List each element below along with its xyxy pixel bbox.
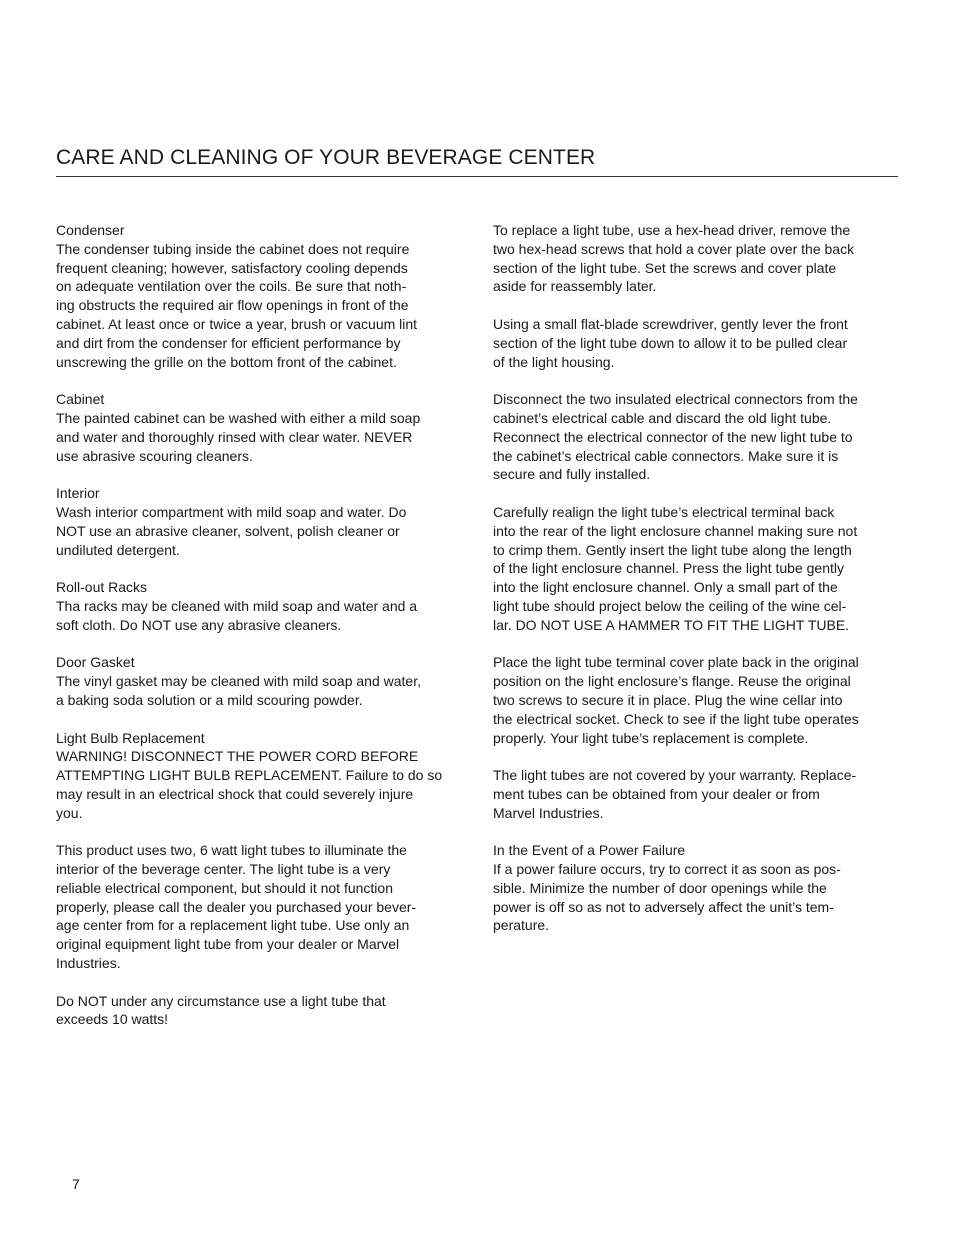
text-line: and dirt from the condenser for efficient performance by bbox=[56, 334, 401, 351]
text-line: ing obstructs the required air flow openings in front of the bbox=[56, 297, 409, 314]
text-line: The vinyl gasket may be cleaned with mild soap and water, bbox=[56, 673, 421, 690]
text-line: lar. DO NOT USE A HAMMER TO FIT THE LIGHT TUBE. bbox=[493, 616, 850, 633]
section-heading: Cabinet bbox=[56, 391, 105, 408]
text-line: Carefully realign the light tube’s electrical terminal back bbox=[493, 503, 835, 520]
text-line: properly, please call the dealer you purchased your bever- bbox=[56, 898, 417, 915]
text-line: light tube should project below the ceiling of the wine cel- bbox=[493, 597, 847, 614]
paragraph bbox=[56, 578, 466, 634]
text-line: section of the light tube. Set the screws and cover plate bbox=[493, 259, 837, 276]
text-line: ATTEMPTING LIGHT BULB REPLACEMENT. Failure to do so bbox=[56, 767, 443, 784]
text-line: frequent cleaning; however, satisfactory cooling depends bbox=[56, 259, 408, 276]
text-line: NOT use an abrasive cleaner, solvent, polish cleaner or bbox=[56, 522, 400, 539]
paragraph bbox=[493, 766, 905, 822]
text-line: properly. Your light tube’s replacement is complete. bbox=[493, 729, 809, 746]
text-line: The painted cabinet can be washed with either a mild soap bbox=[56, 409, 421, 426]
text-line: position on the light enclosure’s flange. Reuse the original bbox=[493, 673, 851, 690]
text-line: cabinet. At least once or twice a year, brush or vacuum lint bbox=[56, 315, 418, 332]
page-number: 7 bbox=[72, 1176, 80, 1192]
text-line: If a power failure occurs, try to correct it as soon as pos- bbox=[493, 861, 841, 878]
text-line: interior of the beverage center. The light tube is a very bbox=[56, 861, 391, 878]
right-column bbox=[493, 221, 905, 954]
text-line: Industries. bbox=[56, 955, 121, 972]
text-line: sible. Minimize the number of door openings while the bbox=[493, 879, 827, 896]
left-column bbox=[56, 221, 466, 1048]
text-line: aside for reassembly later. bbox=[493, 278, 657, 295]
text-line: Marvel Industries. bbox=[493, 804, 604, 821]
paragraph bbox=[56, 729, 466, 823]
text-line: Reconnect the electrical connector of the new light tube to bbox=[493, 428, 853, 445]
text-line: into the rear of the light enclosure channel making sure not bbox=[493, 522, 858, 539]
paragraph bbox=[493, 841, 905, 935]
text-line: of the light enclosure channel. Press the light tube gently bbox=[493, 560, 844, 577]
paragraph bbox=[56, 841, 466, 973]
text-line: and water and thoroughly rinsed with clear water. NEVER bbox=[56, 428, 413, 445]
section-heading: Door Gasket bbox=[56, 654, 135, 671]
text-line: soft cloth. Do NOT use any abrasive cleaners. bbox=[56, 616, 342, 633]
text-line: to crimp them. Gently insert the light tube along the length bbox=[493, 541, 852, 558]
text-line: you. bbox=[56, 804, 83, 821]
text-line: Using a small flat-blade screwdriver, gently lever the front bbox=[493, 315, 848, 332]
section-heading: Condenser bbox=[56, 222, 125, 238]
text-line: two hex-head screws that hold a cover plate over the back bbox=[493, 240, 855, 257]
text-line: The light tubes are not covered by your warranty. Replace- bbox=[493, 767, 857, 784]
text-line: To replace a light tube, use a hex-head driver, remove the bbox=[493, 222, 851, 238]
text-line: cabinet’s electrical cable and discard the old light tube. bbox=[493, 409, 832, 426]
section-heading: Roll-out Racks bbox=[56, 579, 148, 596]
paragraph bbox=[493, 503, 905, 635]
paragraph bbox=[56, 992, 466, 1030]
text-line: use abrasive scouring cleaners. bbox=[56, 447, 253, 464]
text-line: of the light housing. bbox=[493, 353, 615, 370]
text-line: original equipment light tube from your dealer or Marvel bbox=[56, 936, 400, 953]
text-line: Tha racks may be cleaned with mild soap and water and a bbox=[56, 597, 418, 614]
paragraph bbox=[493, 390, 905, 484]
section-heading: Interior bbox=[56, 485, 100, 502]
text-line: on adequate ventilation over the coils. Be sure that noth- bbox=[56, 278, 407, 295]
text-line: exceeds 10 watts! bbox=[56, 1011, 169, 1028]
text-line: the electrical socket. Check to see if the light tube operates bbox=[493, 710, 859, 727]
title-rule bbox=[56, 176, 898, 177]
text-line: secure and fully installed. bbox=[493, 466, 651, 483]
paragraph bbox=[56, 484, 466, 559]
text-line: two screws to secure it in place. Plug the wine cellar into bbox=[493, 691, 843, 708]
paragraph bbox=[493, 221, 905, 296]
text-line: ment tubes can be obtained from your dealer or from bbox=[493, 785, 820, 802]
paragraph bbox=[56, 653, 466, 709]
text-line: The condenser tubing inside the cabinet does not require bbox=[56, 240, 410, 257]
text-line: undiluted detergent. bbox=[56, 541, 180, 558]
text-line: perature. bbox=[493, 917, 550, 934]
text-line: Place the light tube terminal cover plate back in the original bbox=[493, 654, 859, 671]
section-heading: Light Bulb Replacement bbox=[56, 729, 205, 746]
text-line: Wash interior compartment with mild soap and water. Do bbox=[56, 503, 407, 520]
text-line: Disconnect the two insulated electrical connectors from the bbox=[493, 391, 858, 408]
text-line: the cabinet’s electrical cable connectors. Make sure it is bbox=[493, 447, 839, 464]
text-line: power is off so as not to adversely affect the unit’s tem- bbox=[493, 898, 834, 915]
text-line: a baking soda solution or a mild scouring powder. bbox=[56, 691, 363, 708]
text-line: section of the light tube down to allow it to be pulled clear bbox=[493, 334, 848, 351]
text-line: Do NOT under any circumstance use a light tube that bbox=[56, 992, 386, 1009]
paragraph bbox=[493, 315, 905, 371]
paragraph bbox=[493, 653, 905, 747]
text-line: into the light enclosure channel. Only a small part of the bbox=[493, 579, 838, 596]
page-title: CARE AND CLEANING OF YOUR BEVERAGE CENTER bbox=[56, 146, 596, 169]
text-line: may result in an electrical shock that could severely injure bbox=[56, 785, 414, 802]
text-line: reliable electrical component, but should it not function bbox=[56, 879, 393, 896]
paragraph bbox=[56, 221, 466, 371]
text-line: age center from for a replacement light tube. Use only an bbox=[56, 917, 410, 934]
text-line: WARNING! DISCONNECT THE POWER CORD BEFORE bbox=[56, 748, 419, 765]
text-line: This product uses two, 6 watt light tubes to illuminate the bbox=[56, 842, 407, 859]
text-line: unscrewing the grille on the bottom front of the cabinet. bbox=[56, 353, 397, 370]
paragraph bbox=[56, 390, 466, 465]
section-heading: In the Event of a Power Failure bbox=[493, 842, 686, 859]
